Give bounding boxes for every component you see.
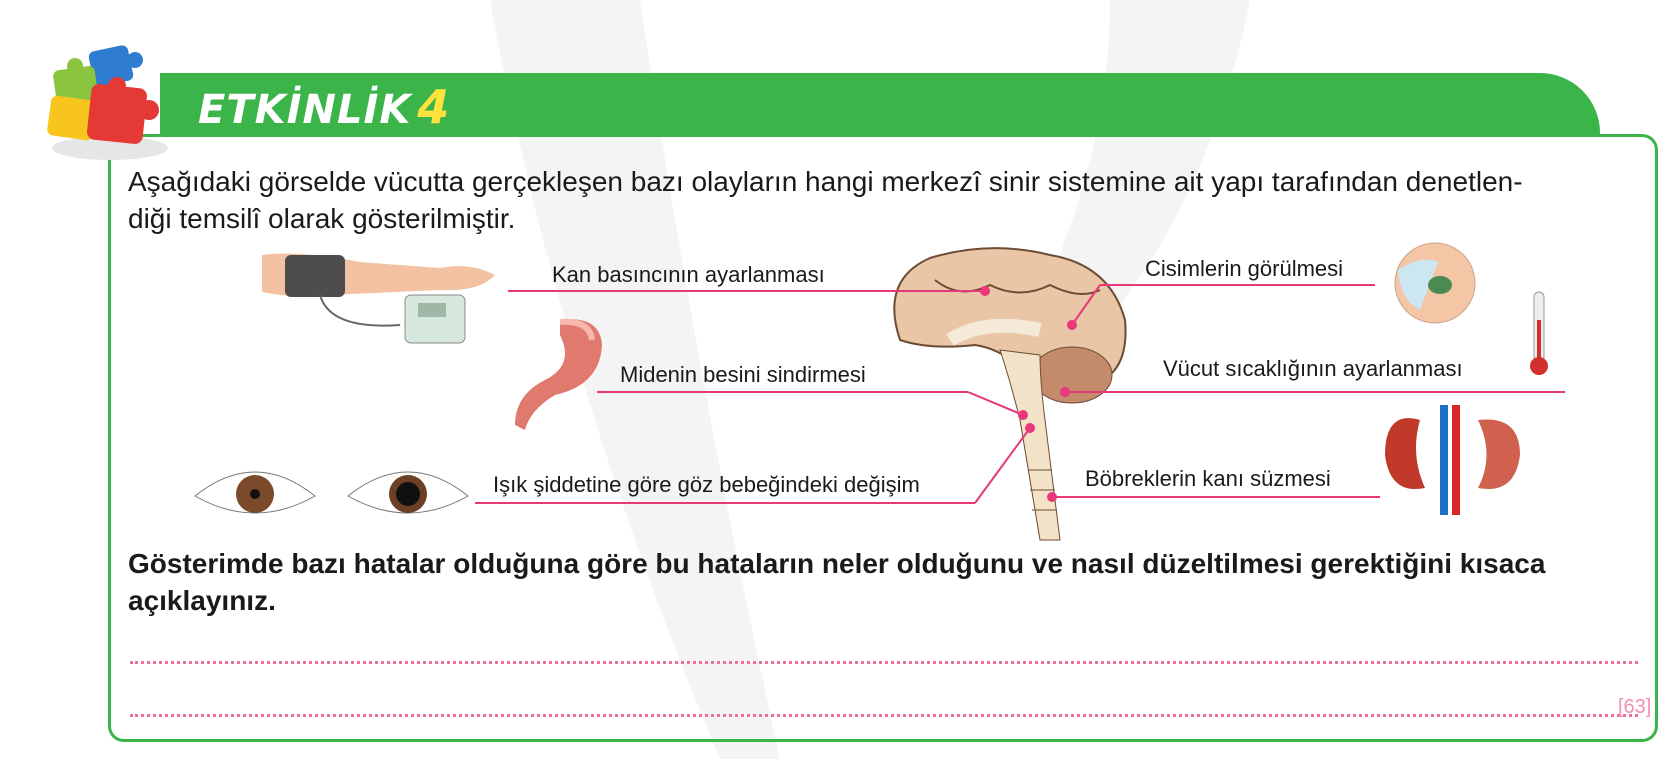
label-stomach: Midenin besini sindirmesi [620,362,866,387]
activity-title-label: ETKİNLİK [198,87,412,133]
eye-side-view-icon [1395,243,1475,323]
intro-line-2: diği temsilî olarak gösterilmiştir. [128,203,516,234]
question-line-2: açıklayınız. [128,585,276,616]
blood-pressure-arm-icon [262,254,495,343]
label-vision: Cisimlerin görülmesi [1145,256,1344,281]
kidneys-icon [1385,405,1520,515]
answer-line-2[interactable] [130,714,1638,717]
label-kidney: Böbreklerin kanı süzmesi [1085,466,1331,491]
thermometer-icon [1530,292,1548,375]
stomach-icon [515,319,602,430]
intro-line-1: Aşağıdaki görselde vücutta gerçekleşen bazı olayların hangi merkezî sinir sistemine ait yapı tarafından denetlen- [128,166,1523,197]
answer-line-1[interactable] [130,661,1638,664]
activity-number: 4 [417,80,451,134]
question-line-1: Gösterimde bazı hatalar olduğuna göre bu hataların neler olduğunu ve nasıl düzeltilmesi gerektiğini kısaca [128,548,1546,579]
label-blood-pressure: Kan basıncının ayarlanması [552,262,825,287]
label-pupil: Işık şiddetine göre göz bebeğindeki değişim [493,472,920,497]
page-number: [63] [1618,696,1652,718]
eyes-icon [195,472,468,513]
label-temperature: Vücut sıcaklığının ayarlanması [1163,356,1463,381]
question-paragraph [128,545,1638,619]
